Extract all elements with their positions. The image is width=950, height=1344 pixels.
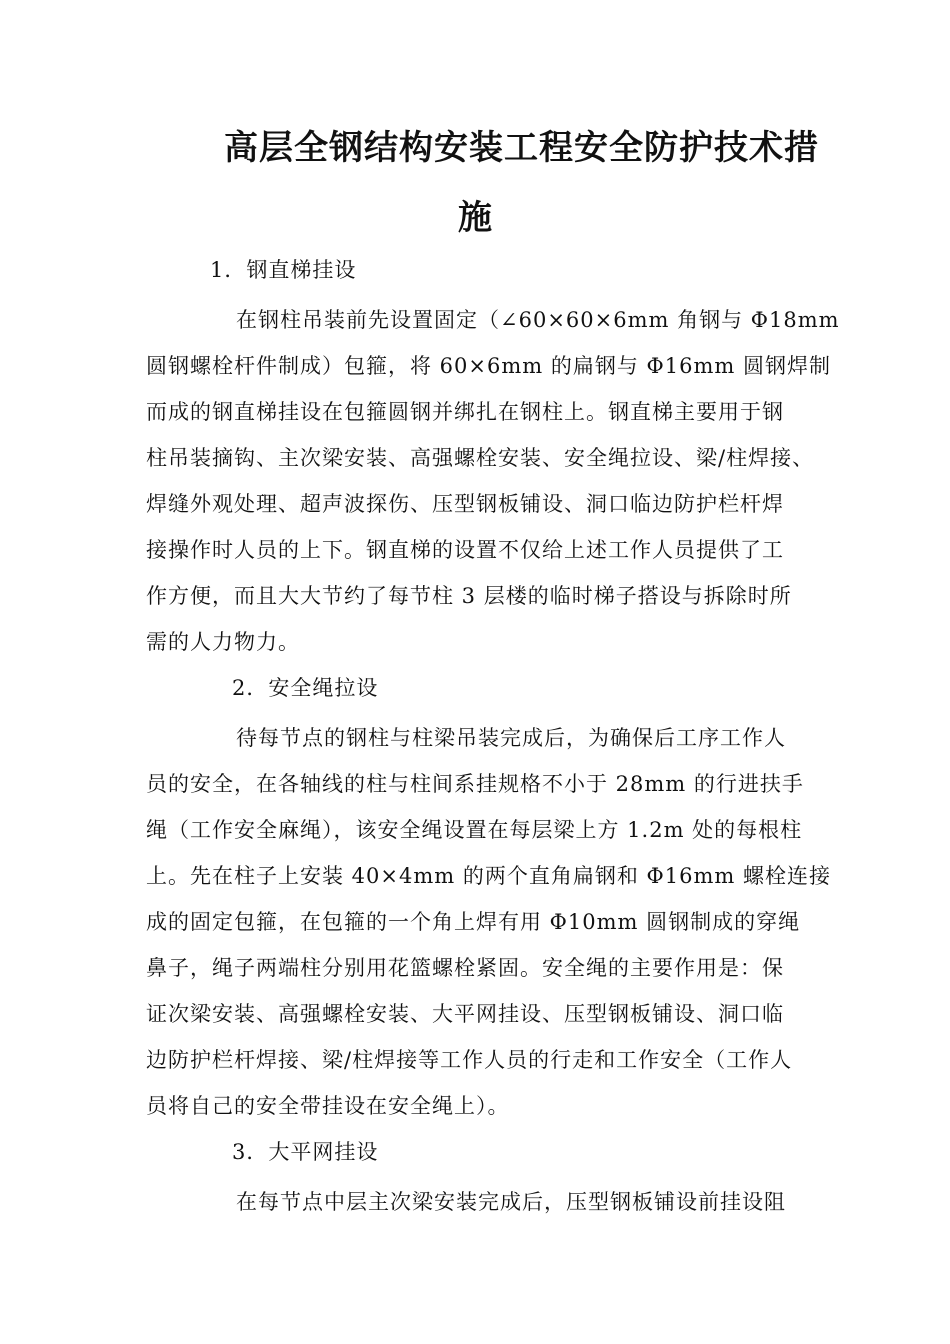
- paragraph-line: 作方便，而且大大节约了每节柱 3 层楼的临时梯子搭设与拆除时所: [146, 584, 792, 608]
- paragraph-line: 焊缝外观处理、超声波探伤、压型钢板铺设、洞口临边防护栏杆焊: [146, 492, 784, 516]
- paragraph-line: 成的固定包箍，在包箍的一个角上焊有用 Φ10mm 圆钢制成的穿绳: [146, 910, 801, 934]
- paragraph-line: 鼻子，绳子两端柱分别用花篮螺栓紧固。安全绳的主要作用是：保: [146, 956, 784, 980]
- section-heading-2: 2．安全绳拉设: [232, 676, 379, 700]
- paragraph-line: 边防护栏杆焊接、梁/柱焊接等工作人员的行走和工作安全（工作人: [146, 1048, 793, 1072]
- paragraph-line: 员将自己的安全带挂设在安全绳上）。: [146, 1094, 510, 1118]
- page-title-line-1: 高层全钢结构安装工程安全防护技术措: [224, 128, 819, 168]
- paragraph-line: 在每节点中层主次梁安装完成后，压型钢板铺设前挂设阻: [236, 1190, 786, 1214]
- paragraph-line: 员的安全，在各轴线的柱与柱间系挂规格不小于 28mm 的行进扶手: [146, 772, 804, 796]
- paragraph-line: 上。先在柱子上安装 40×4mm 的两个直角扁钢和 Φ16mm 螺栓连接: [146, 864, 831, 888]
- paragraph-line: 柱吊装摘钩、主次梁安装、高强螺栓安装、安全绳拉设、梁/柱焊接、: [146, 446, 815, 470]
- paragraph-line: 绳（工作安全麻绳），该安全绳设置在每层梁上方 1.2m 处的每根柱: [146, 818, 803, 842]
- page-title-line-2: 施: [458, 198, 493, 238]
- paragraph-line: 圆钢螺栓杆件制成）包箍，将 60×6mm 的扁钢与 Φ16mm 圆钢焊制: [146, 354, 831, 378]
- paragraph-line: 接操作时人员的上下。钢直梯的设置不仅给上述工作人员提供了工: [146, 538, 784, 562]
- section-heading-1: 1．钢直梯挂设: [210, 258, 357, 282]
- paragraph-line: 在钢柱吊装前先设置固定（∠60×60×6mm 角钢与 Φ18mm: [236, 308, 840, 332]
- section-heading-3: 3．大平网挂设: [232, 1140, 379, 1164]
- paragraph-line: 而成的钢直梯挂设在包箍圆钢并绑扎在钢柱上。钢直梯主要用于钢: [146, 400, 784, 424]
- paragraph-line: 需的人力物力。: [146, 630, 300, 654]
- paragraph-line: 待每节点的钢柱与柱梁吊装完成后，为确保后工序工作人: [236, 726, 786, 750]
- paragraph-line: 证次梁安装、高强螺栓安装、大平网挂设、压型钢板铺设、洞口临: [146, 1002, 784, 1026]
